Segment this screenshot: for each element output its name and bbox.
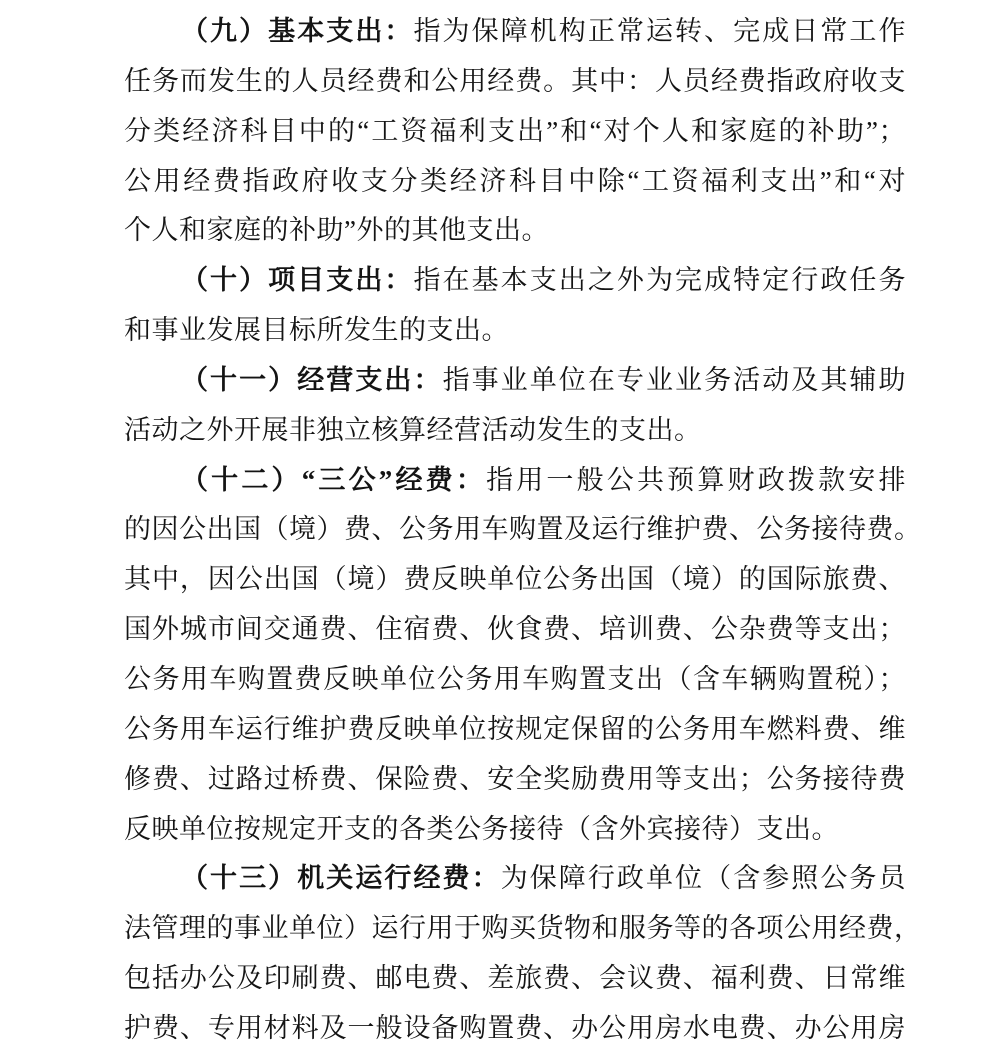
text-line	[124, 7, 906, 57]
text-line: 个人和家庭的补助”外的其他支出。	[124, 215, 549, 246]
paragraph-text: 指事业单位在专业业务活动及其辅助	[442, 364, 906, 395]
paragraph-lead: （十三）机关运行经费：	[181, 863, 501, 894]
paragraph-text: 为保障行政单位（含参照公务员	[500, 863, 906, 894]
text-line	[124, 456, 906, 506]
text-line: 和事业发展目标所发生的支出。	[124, 315, 509, 346]
paragraph-lead: （九）基本支出：	[181, 16, 414, 46]
paragraph-text: 指在基本支出之外为完成特定行政任务	[413, 265, 906, 296]
text-line: 公务用车运行维护费反映单位按规定保留的公务用车燃料费、维	[124, 713, 906, 744]
document-body	[124, 7, 922, 1054]
paragraph-text: 指为保障机构正常运转、完成日常工作	[413, 16, 906, 46]
paragraph-text: 指用一般公共预算财政拨款安排	[486, 464, 906, 495]
text-line: 其中，因公出国（境）费反映单位公务出国（境）的国际旅费、	[124, 564, 906, 595]
text-line: 公用经费指政府收支分类经济科目中除“工资福利支出”和“对	[124, 165, 906, 196]
text-line: 活动之外开展非独立核算经营活动发生的支出。	[124, 414, 702, 445]
text-line: 国外城市间交通费、住宿费、伙食费、培训费、公杂费等支出；	[124, 614, 906, 645]
text-line: 法管理的事业单位）运行用于购买货物和服务等的各项公用经费，	[124, 913, 922, 944]
text-line: 任务而发生的人员经费和公用经费。其中：人员经费指政府收支	[124, 65, 906, 96]
text-line: 包括办公及印刷费、邮电费、差旅费、会议费、福利费、日常维	[124, 963, 906, 994]
text-line: 反映单位按规定开支的各类公务接待（含外宾接待）支出。	[124, 813, 839, 844]
text-line	[124, 256, 906, 306]
text-line	[124, 854, 906, 904]
text-line: 公务用车购置费反映单位公务用车购置支出（含车辆购置税）；	[124, 663, 906, 694]
text-line: 分类经济科目中的“工资福利支出”和“对个人和家庭的补助”；	[124, 115, 906, 146]
text-line: 修费、过路过桥费、保险费、安全奖励费用等支出；公务接待费	[124, 763, 906, 794]
paragraph-lead: （十一）经营支出：	[181, 364, 443, 395]
text-line: 护费、专用材料及一般设备购置费、办公用房水电费、办公用房	[124, 1012, 906, 1043]
text-line: 的因公出国（境）费、公务用车购置及运行维护费、公务接待费。	[124, 514, 922, 545]
paragraph-lead: （十二）“三公”经费：	[181, 464, 487, 495]
text-line	[124, 356, 906, 406]
paragraph-lead: （十）项目支出：	[181, 265, 414, 296]
